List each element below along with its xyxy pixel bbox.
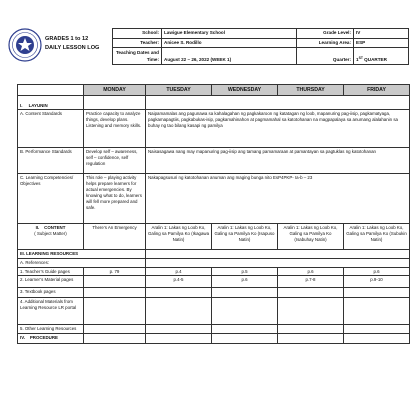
content-number: II. — [35, 224, 40, 230]
procedure-text: PROCEDURE — [29, 334, 58, 340]
day-header-monday: MONDAY — [84, 85, 146, 96]
procedure-label — [18, 334, 84, 344]
layunin-rest — [146, 96, 410, 110]
other-resources-row — [18, 325, 410, 334]
content-thursday: Aralin 1: Lakas ng Loob Ko, Galing sa Pamilya Ko (Isabuhay Natin) — [278, 224, 344, 250]
procedure-thursday — [278, 334, 344, 344]
teacher-value: Anicee S. Rodillo — [162, 38, 297, 48]
additional-materials-wednesday — [212, 298, 278, 325]
teachers-guide-tuesday: p.4 — [146, 268, 212, 276]
log-title — [45, 35, 99, 52]
layunin-number: I. — [20, 102, 23, 108]
performance-standards-row — [18, 148, 410, 174]
log-title-line1: GRADES 1 to 12 — [45, 36, 89, 42]
other-resources-tuesday — [146, 325, 212, 334]
area-value: ESP — [354, 38, 409, 48]
teachers-guide-monday: p. 79 — [84, 268, 146, 276]
school-label: School: — [113, 29, 162, 39]
day-header-row — [18, 85, 410, 96]
school-value: Lawigue Elementary School — [162, 29, 297, 39]
learners-material-row — [18, 276, 410, 288]
grade-value: IV — [354, 29, 409, 39]
day-header-friday: FRIDAY — [344, 85, 410, 96]
content-label — [18, 224, 84, 250]
dates-value: August 22 – 26, 2022 (WEEK 1) — [162, 48, 297, 65]
content-wednesday: Aralin 1: Lakas ng Loob Ko, Galing sa Pamilya Ko (Isapuso Natin) — [212, 224, 278, 250]
content-subtitle: ( Subject Matter) — [34, 230, 67, 236]
teachers-guide-row — [18, 268, 410, 276]
competencies-label: C. Learning Competencies/ Objectives — [18, 174, 84, 224]
competencies-rest: Nakapagsusuri ng katotohanan anuman ang maging bunga nito EsP4PKP- Ia-b – 23 — [146, 174, 410, 224]
learners-material-label: 2. Learner’s Material pages — [18, 276, 84, 288]
log-title-line2: DAILY LESSON LOG — [45, 44, 100, 51]
additional-materials-thursday — [278, 298, 344, 325]
dates-label-line2: Time: — [146, 57, 159, 62]
performance-standards-monday: Develop self – awareness, self – confidence, self regulation — [84, 148, 146, 174]
content-standards-monday: Practice capacity to analyze things, develop plans. Listening and memory skills. — [84, 110, 146, 148]
other-resources-label: 5. Other Learning Resources — [18, 325, 84, 334]
layunin-text: LAYUNIN — [28, 102, 48, 108]
textbook-label: 3. Textbook pages — [18, 288, 84, 298]
corner-cell — [18, 85, 84, 96]
procedure-monday — [84, 334, 146, 344]
references-label: A. References: — [18, 259, 146, 268]
quarter-text: QUARTER — [362, 57, 387, 62]
additional-materials-tuesday — [146, 298, 212, 325]
other-resources-thursday — [278, 325, 344, 334]
day-header-wednesday: WEDNESDAY — [212, 85, 278, 96]
learners-material-monday — [84, 276, 146, 288]
procedure-tuesday — [146, 334, 212, 344]
area-label: Learning Area: — [297, 38, 354, 48]
dates-label-line1: Teaching Dates and — [115, 49, 159, 55]
performance-standards-rest: Naisasagawa nang may mapanuring pag-iisip ang tamang pamamaraan at pamantayan sa pagtuklas ng katotohanan — [146, 148, 410, 174]
grade-label: Grade Level: — [297, 29, 354, 39]
day-header-tuesday: TUESDAY — [146, 85, 212, 96]
content-standards-rest: Naipamamalas ang pagunawa sa kahalagahan ng pagkakaroon ng katatagan ng loob, mapanuring pag-iisip, pagkamatyaga, pagkamapagtiis, pagkabukas-isip, pagkamahinahon at pagmamahal sa katotohanan na magpapalaya sa anumang alalahanin sa buhay ng tao bilang kasapi ng pamilya — [146, 110, 410, 148]
additional-materials-friday — [344, 298, 410, 325]
layunin-row — [18, 96, 410, 110]
teachers-guide-wednesday: p.5 — [212, 268, 278, 276]
teacher-label: Teacher: — [113, 38, 162, 48]
day-header-thursday: THURSDAY — [278, 85, 344, 96]
layunin-monday — [84, 96, 146, 110]
content-standards-label: A. Content Standards — [18, 110, 84, 148]
textbook-friday — [344, 288, 410, 298]
teachers-guide-friday: p.6 — [344, 268, 410, 276]
header-info-table — [112, 28, 409, 65]
procedure-friday — [344, 334, 410, 344]
other-resources-wednesday — [212, 325, 278, 334]
resources-row — [18, 250, 410, 259]
additional-materials-label: 4. Additional Materials from Learning Resource LR portal — [18, 298, 84, 325]
learners-material-wednesday: p.6 — [212, 276, 278, 288]
resources-rest — [146, 250, 410, 259]
procedure-number: IV. — [20, 334, 25, 340]
additional-materials-monday — [84, 298, 146, 325]
competencies-row — [18, 174, 410, 224]
quarter-number: 1 — [356, 57, 359, 62]
competencies-monday: This role – playing activity helps prepare learners for actual emergencies. By knowing what to do, learners will fell more prepared and safe. — [84, 174, 146, 224]
procedure-wednesday — [212, 334, 278, 344]
additional-materials-row — [18, 298, 410, 325]
quarter-ordinal: ST — [358, 56, 363, 60]
learners-material-thursday: p.7-8 — [278, 276, 344, 288]
quarter-label: Quarter: — [297, 48, 354, 65]
resources-label: III. LEARNING RESOURCES — [18, 250, 146, 259]
textbook-thursday — [278, 288, 344, 298]
content-monday: There’s An Emergency — [84, 224, 146, 250]
textbook-tuesday — [146, 288, 212, 298]
dates-label — [113, 48, 162, 65]
content-standards-row — [18, 110, 410, 148]
teachers-guide-thursday: p.6 — [278, 268, 344, 276]
references-row — [18, 259, 410, 268]
quarter-value — [354, 48, 409, 65]
learners-material-friday: p.9-10 — [344, 276, 410, 288]
performance-standards-label: B. Performance Standards — [18, 148, 84, 174]
layunin-label — [18, 96, 84, 110]
textbook-row — [18, 288, 410, 298]
lesson-log-table — [17, 84, 410, 344]
content-title-text: CONTENT — [44, 224, 66, 230]
procedure-row — [18, 334, 410, 344]
deped-seal-icon — [8, 28, 42, 62]
content-row — [18, 224, 410, 250]
textbook-monday — [84, 288, 146, 298]
references-rest — [146, 259, 410, 268]
textbook-wednesday — [212, 288, 278, 298]
other-resources-friday — [344, 325, 410, 334]
content-tuesday: Aralin 1: Lakas ng Loob Ko, Galing sa Pamilya Ko (Ikagawa Natin) — [146, 224, 212, 250]
content-friday: Aralin 1: Lakas ng Loob Ko, Galing sa Pamilya Ko (Subukin Natin) — [344, 224, 410, 250]
learners-material-tuesday: p.4-5 — [146, 276, 212, 288]
teachers-guide-label: 1. Teacher’s Guide pages — [18, 268, 84, 276]
other-resources-monday — [84, 325, 146, 334]
